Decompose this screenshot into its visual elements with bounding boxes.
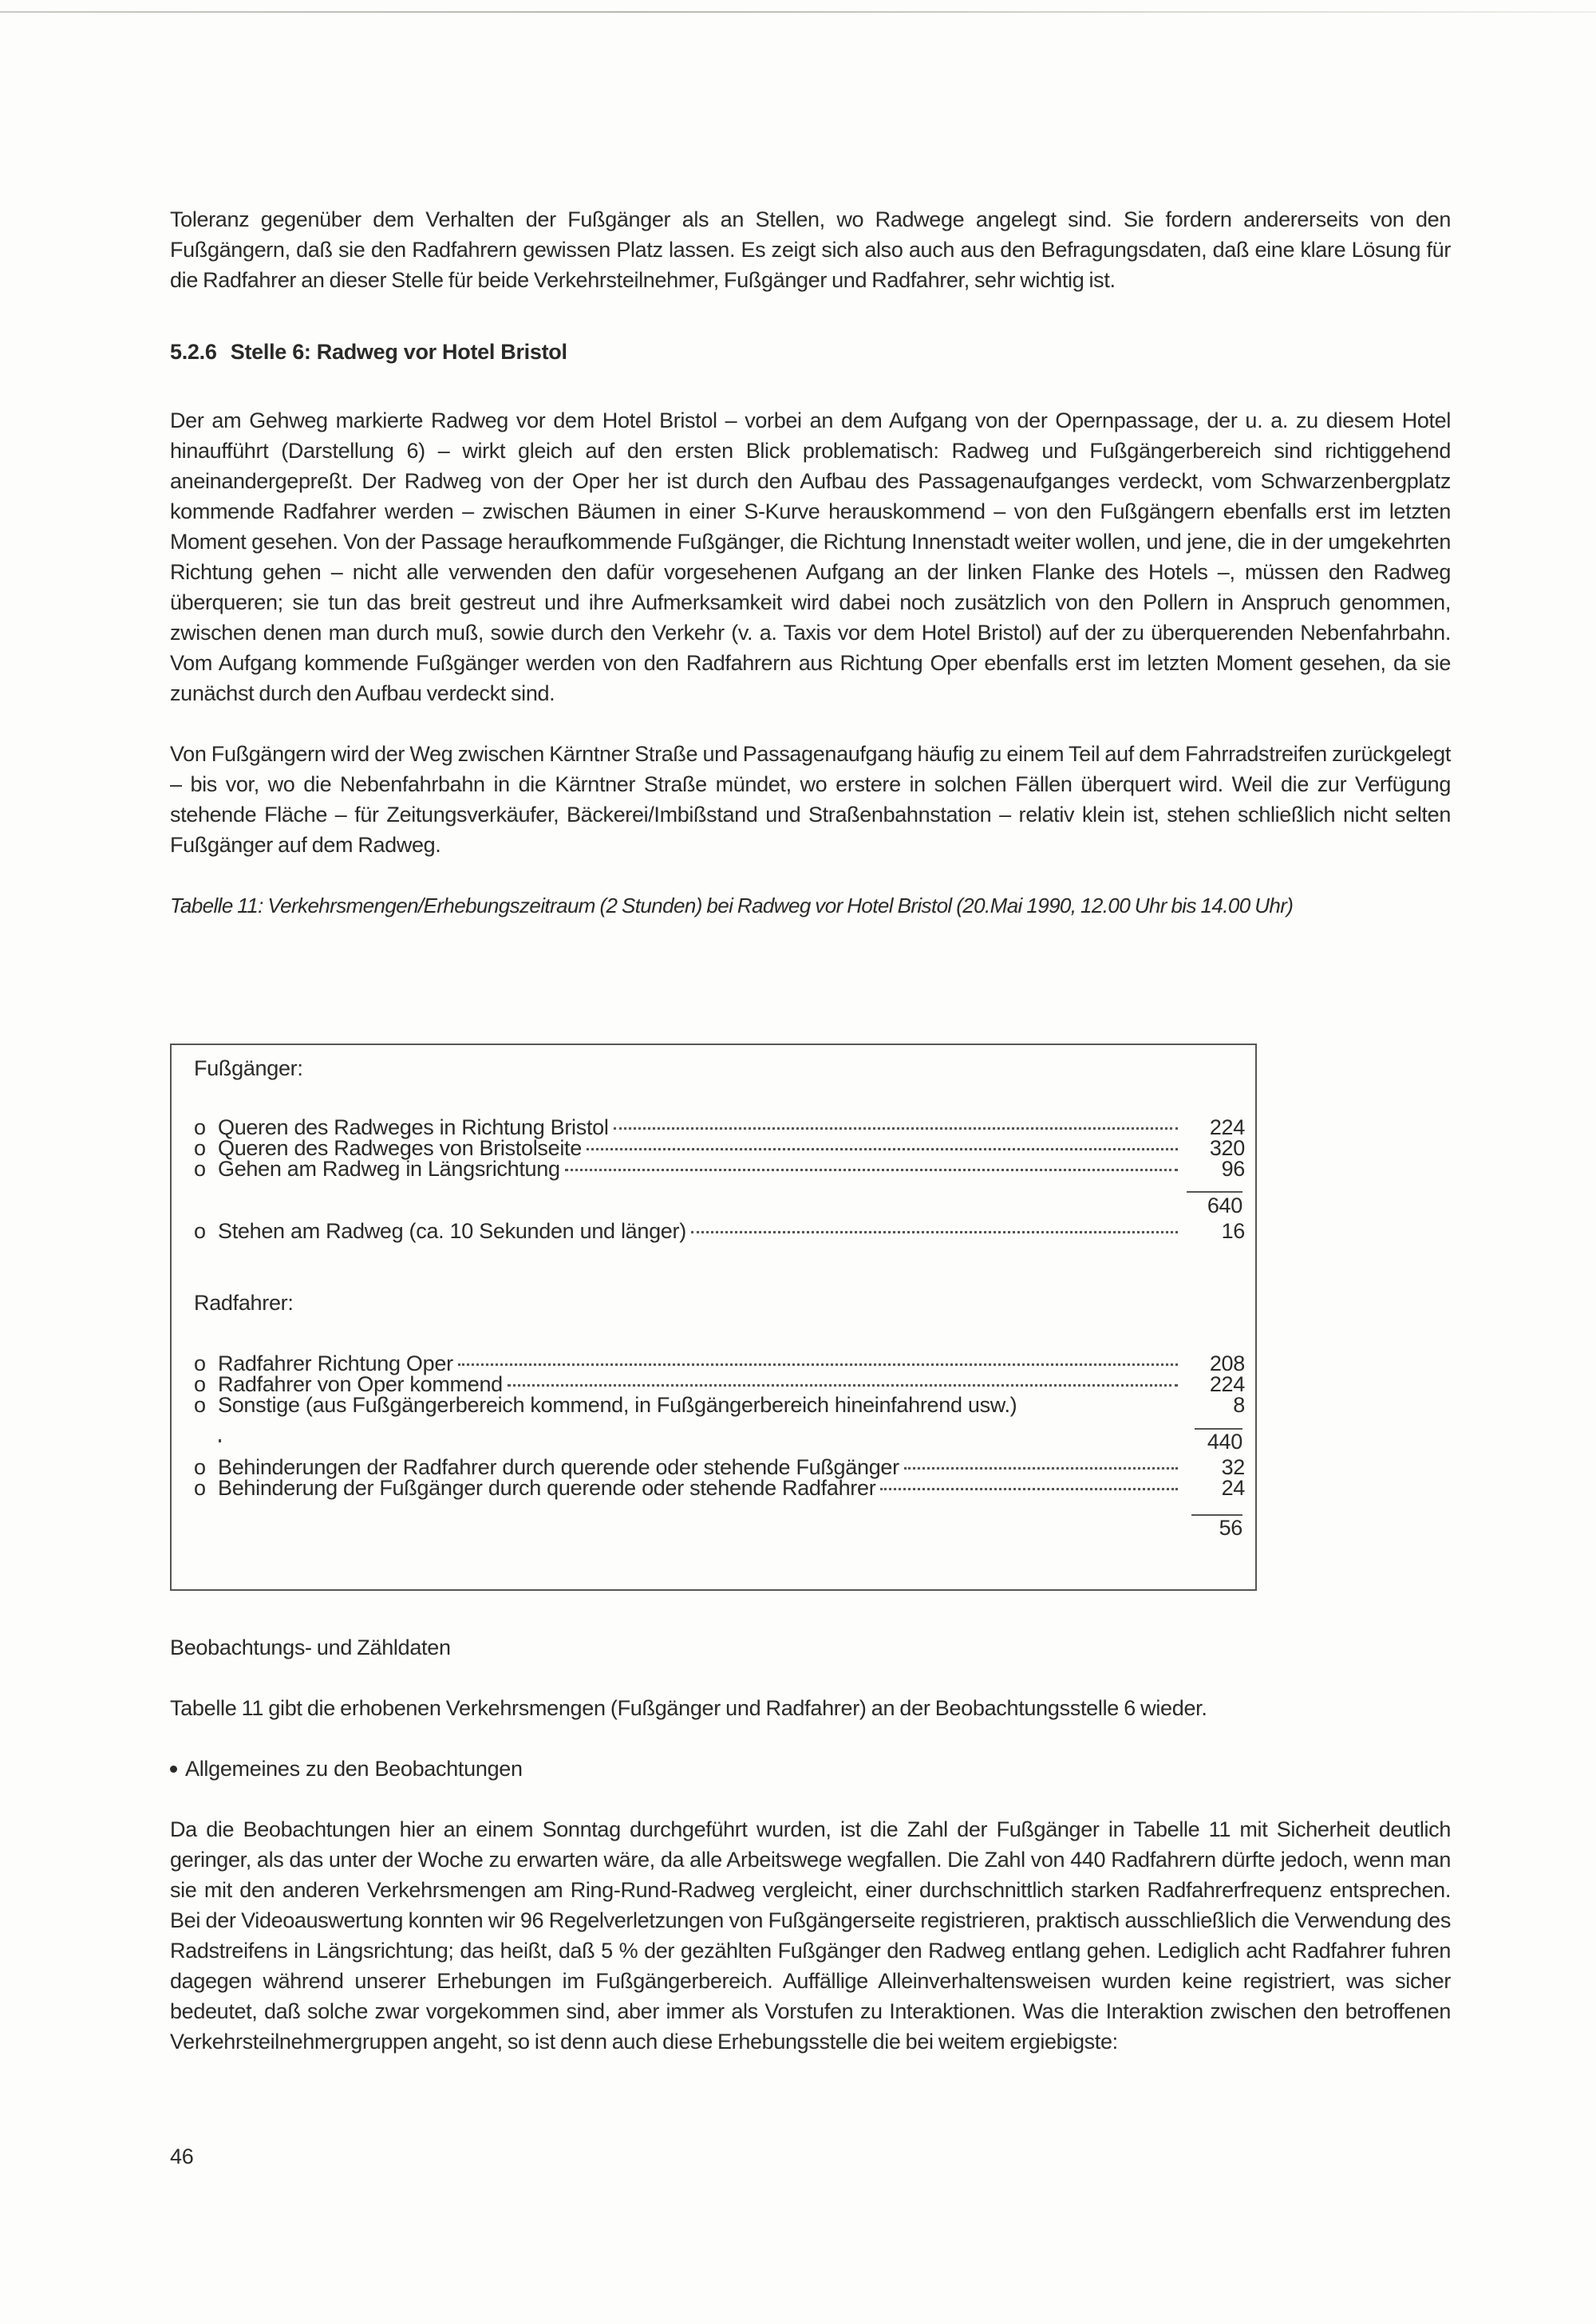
section-heading [170,337,1451,367]
dot-leader [508,1384,1178,1387]
row-bullet: o [194,1476,206,1500]
row-value: 24 [1221,1476,1245,1500]
obstructions-subtotal: 56 [1219,1516,1242,1540]
observation-bullet-heading [170,1754,1451,1784]
row-label: Queren des Radweges in Richtung Bristol [218,1115,609,1139]
observation-section [170,1632,1451,2057]
dot-leader [880,1488,1178,1490]
bullet-heading-text: Allgemeines zu den Beobachtungen [185,1757,523,1781]
pedestrians-group-label: Fußgänger: [194,1056,303,1080]
dot-leader [587,1148,1178,1150]
dot-leader [565,1169,1178,1171]
paragraph-location-description: Der am Gehweg markierte Radweg vor dem Hotel Bristol – vorbei an dem Aufgang von der Opernpassage, der u. a. zu diesem Hotel hinaufführt (Darstellung 6) – wirkt gleich auf den ersten Blick problematisch: Radweg und Fußgängerbereich sind richtiggehend aneinandergepreßt. Der Radweg von der Oper her ist durch den Aufbau des Passagenaufganges verdeckt, vom Schwarzenbergplatz kommende Radfahrer werden – zwischen Bäumen in einer S-Kurve herauskommend – von den Fußgängern ebenfalls erst im letzten Moment gesehen. Von der Passage heraufkommende Fußgänger, die Richtung Innenstadt weiter wollen, und jene, die in der umgekehrten Richtung gehen – nicht alle verwenden den dafür vorgesehenen Aufgang an der linken Flanke des Hotels –, müssen den Radweg überqueren; sie tun das breit gestreut und ihre Aufmerksamkeit wird dabei noch zusätzlich von den Pollern in Anspruch genommen, zwischen denen man durch muß, sowie durch den Verkehr (v. a. Taxis vor dem Hotel Bristol) auf der zu überquerenden Nebenfahrbahn. Vom Aufgang kommende Fußgänger werden von den Radfahrern aus Richtung Oper ebenfalls erst im letzten Moment gesehen, da sie zunächst durch den Aufbau verdeckt sind. [170,408,1451,705]
row-label: Gehen am Radweg in Längsrichtung [218,1157,560,1181]
row-label: Radfahrer von Oper kommend [218,1372,503,1396]
row-bullet: o [194,1351,206,1375]
page-number: 46 [170,2144,194,2168]
cyclists-group-label: Radfahrer: [194,1291,294,1315]
observation-heading: Beobachtungs- und Zähldaten [170,1635,451,1659]
dot-leader [904,1467,1178,1470]
row-value: 224 [1209,1372,1245,1396]
subtotal-rule [1187,1191,1242,1193]
row-label: Stehen am Radweg (ca. 10 Sekunden und länger) [218,1219,686,1243]
section-title: Stelle 6: Radweg vor Hotel Bristol [230,340,567,364]
row-label: Radfahrer Richtung Oper [218,1351,453,1375]
scan-edge-line [0,11,1596,13]
row-label: Sonstige (aus Fußgängerbereich kommend, in Fußgängerbereich hineinfahrend usw.) [218,1393,1017,1417]
row-label: Behinderung der Fußgänger durch querende oder stehende Radfahrer [218,1476,876,1500]
bullet-icon [170,1766,177,1773]
row-bullet: o [194,1136,206,1160]
document-page [170,204,1451,2054]
row-value: 96 [1221,1157,1245,1181]
paragraph-pedestrian-usage: Von Fußgängern wird der Weg zwischen Kärntner Straße und Passagenaufgang häufig zu einem Teil auf dem Fahrradstreifen zurückgelegt – bis vor, wo die Nebenfahrbahn in die Kärntner Straße mündet, wo erstere in solchen Fällen überquert wird. Weil die zur Verfügung stehende Fläche – für Zeitungsverkäufer, Bäckerei/Imbißstand und Straßenbahnstation – relativ klein ist, stehen schließlich nicht selten Fußgänger auf dem Radweg. [170,742,1451,857]
table-row [194,1476,1245,1506]
row-value: 320 [1209,1136,1245,1160]
intro-paragraph: Toleranz gegenüber dem Verhalten der Fußgänger als an Stellen, wo Radwege angelegt sind. Sie fordern andererseits von den Fußgängern, daß sie den Radfahrern gewissen Platz lassen. Es zeigt sich also auch aus den Befragungsdaten, daß eine klare Lösung für die Radfahrer an dieser Stelle für beide Verkehrsteilnehmer, Fußgänger und Radfahrer, sehr wichtig ist. [170,207,1451,292]
table-caption: Tabelle 11: Verkehrsmengen/Erhebungszeitraum (2 Stunden) bei Radweg vor Hotel Bristol (20.Mai 1990, 12.00 Uhr bis 14.00 Uhr) [170,894,1294,917]
observation-paragraph: Da die Beobachtungen hier an einem Sonntag durchgeführt wurden, ist die Zahl der Fußgänger in Tabelle 11 mit Sicherheit deutlich geringer, als das unter der Woche zu erwarten wäre, da alle Arbeitswege wegfallen. Die Zahl von 440 Radfahrern dürfte jedoch, wenn man sie mit den anderen Verkehrsmengen am Ring-Rund-Radweg vergleicht, einer durchschnittlich starken Radfahrerfrequenz entsprechen. Bei der Videoauswertung konnten wir 96 Regelverletzungen von Fußgängerseite registrieren, praktisch ausschließlich die Verwendung des Radstreifens in Längsrichtung; das heißt, daß 5 % der gezählten Fußgänger den Radweg entlang gehen. Lediglich acht Radfahrer fuhren dagegen während unserer Erhebungen im Fußgängerbereich. Auffällige Alleinverhaltensweisen wurden keine registriert, was sicher bedeutet, daß solche zwar vorgekommen sind, aber immer als Vorstufen zu Interaktionen. Was die Interaktion zwischen den betroffenen Verkehrsteilnehmergruppen angeht, so ist denn auch diese Erhebungsstelle die bei weitem ergiebigste: [170,1817,1451,2054]
row-label: Behinderungen der Radfahrer durch querende oder stehende Fußgänger [218,1455,899,1479]
row-bullet: o [194,1219,206,1243]
row-bullet: o [194,1372,206,1396]
table-row [194,1393,1245,1423]
dot-leader [614,1127,1178,1130]
dot-leader [458,1363,1178,1366]
row-value: 16 [1221,1219,1245,1243]
stray-mark [219,1439,221,1442]
row-value: 32 [1221,1455,1245,1479]
pedestrians-subtotal: 640 [1207,1194,1242,1217]
row-value: 8 [1233,1393,1245,1417]
observation-intro: Tabelle 11 gibt die erhobenen Verkehrsmengen (Fußgänger und Radfahrer) an der Beobachtungsstelle 6 wieder. [170,1696,1207,1720]
section-number: 5.2.6 [170,340,217,364]
traffic-volume-table [170,1044,1257,1591]
table-row [194,1219,1245,1249]
row-bullet: o [194,1455,206,1479]
cyclists-subtotal: 440 [1207,1430,1242,1454]
row-value: 224 [1209,1115,1245,1139]
row-bullet: o [194,1393,206,1417]
row-label: Queren des Radweges von Bristolseite [218,1136,582,1160]
row-bullet: o [194,1157,206,1181]
row-bullet: o [194,1115,206,1139]
dot-leader [691,1231,1178,1233]
table-row [194,1157,1245,1187]
row-value: 208 [1209,1351,1245,1375]
